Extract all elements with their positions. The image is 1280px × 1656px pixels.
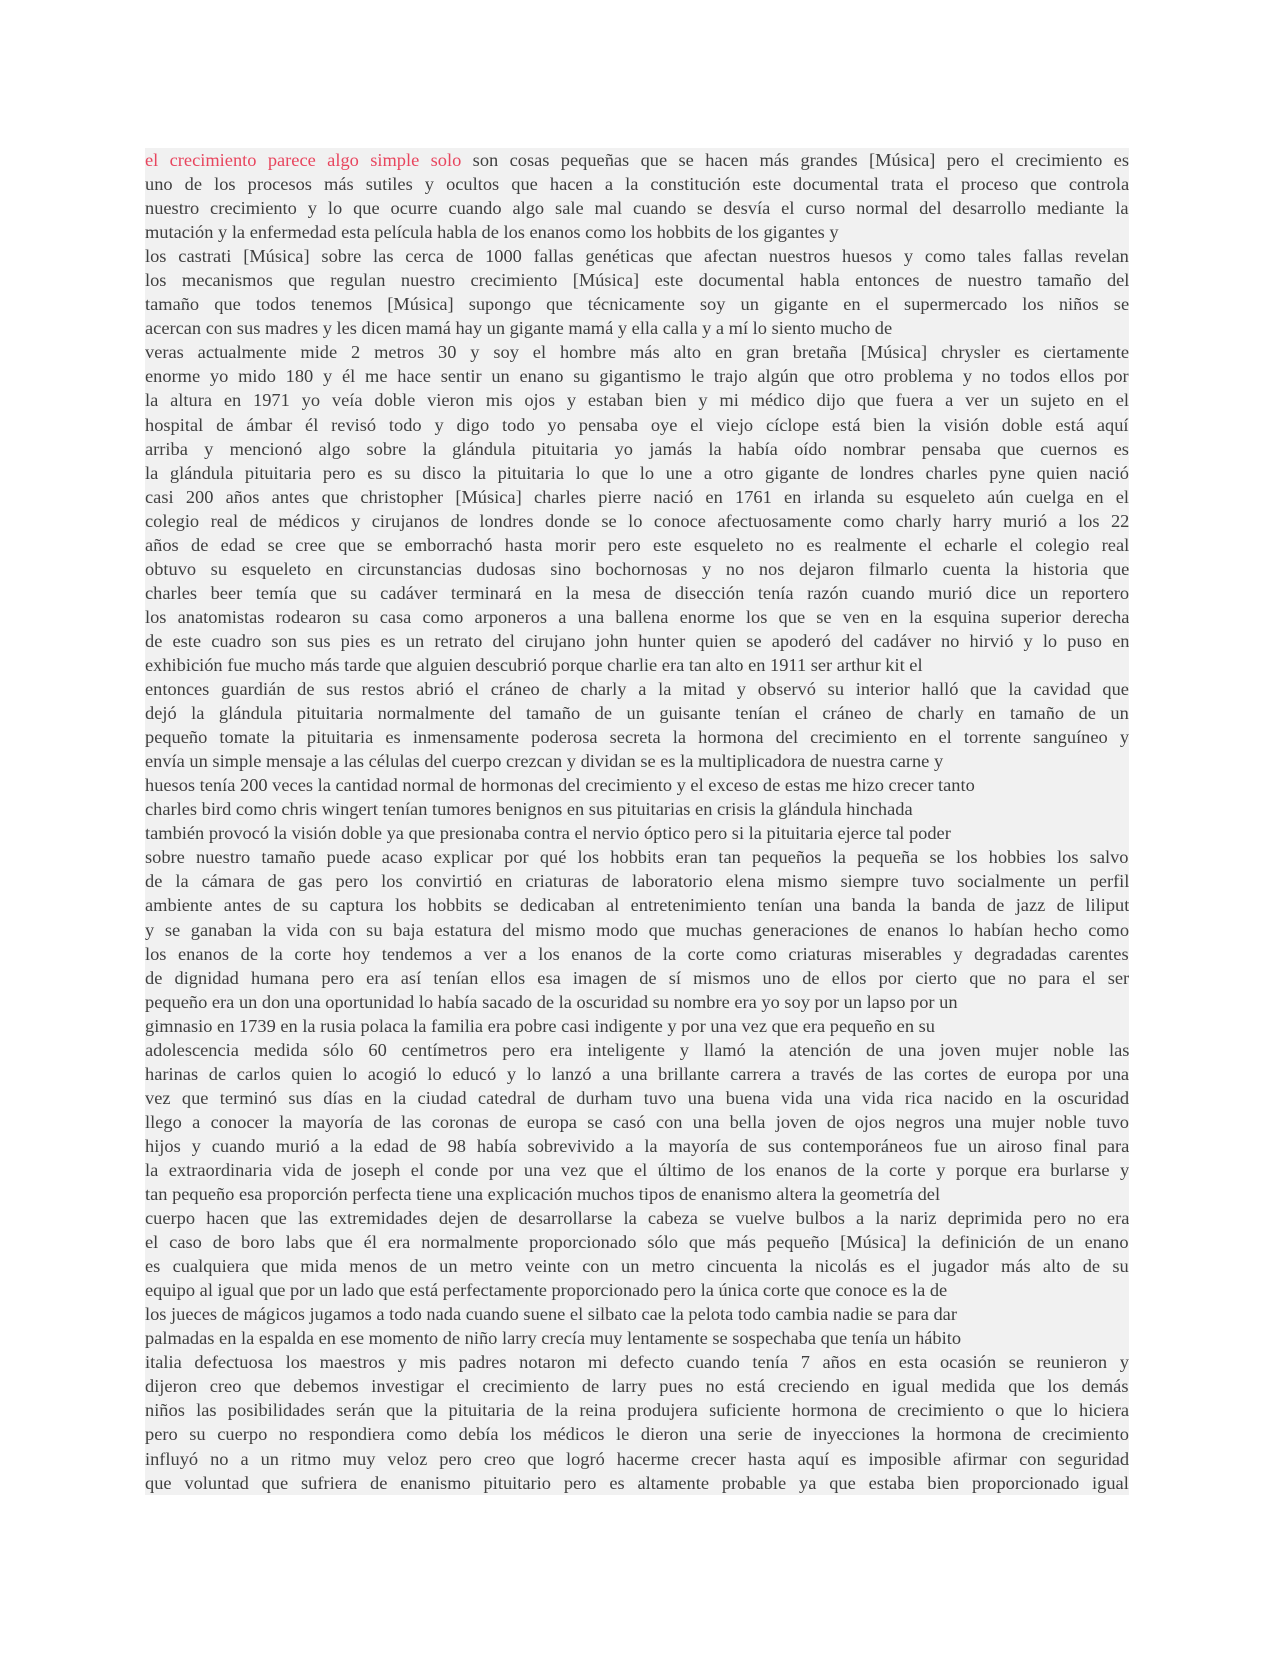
text-line: tamaño que todos tenemos [Música] supongo que técnicamente soy un gigante en el supermercado los niños se xyxy=(145,294,1129,315)
text-line: pero su cuerpo no respondiera como debía los médicos le dieron una serie de inyecciones la hormona de crecimiento xyxy=(145,1424,1129,1445)
text-line: sobre nuestro tamaño puede acaso explicar por qué los hobbits eran tan pequeños la pequeña se los hobbies los salvo xyxy=(145,847,1129,868)
text-line: mutación y la enfermedad esta película habla de los enanos como los hobbits de los gigantes y xyxy=(145,222,839,243)
text-line: colegio real de médicos y cirujanos de londres donde se lo conoce afectuosamente como charly harry murió a los 22 xyxy=(145,510,1129,531)
text-line: exhibición fue mucho más tarde que alguien descubrió porque charlie era tan alto en 1911 ser arthur kit el xyxy=(145,654,923,675)
text-line: casi 200 años antes que christopher [Música] charles pierre nació en 1761 en irlanda su esqueleto aún cuelga en el xyxy=(145,486,1129,507)
text-line: equipo al igual que por un lado que está perfectamente proporcionado pero la única corte que conoce es la de xyxy=(145,1280,948,1301)
text-line: huesos tenía 200 veces la cantidad normal de hormonas del crecimiento y el exceso de estas me hizo crecer tanto xyxy=(145,775,975,796)
text-line: harinas de carlos quien lo acogió lo educó y lo lanzó a una brillante carrera a través de las cortes de europa por una xyxy=(145,1063,1129,1084)
transcript-text-block xyxy=(145,148,1129,1495)
text-line-1 xyxy=(145,148,1129,172)
text-line: charles bird como chris wingert tenían tumores benignos en sus pituitarias en crisis la glándula hinchada xyxy=(145,799,913,820)
text-line: llego a conocer la mayoría de las coronas de europa se casó con una bella joven de ojos negros una mujer noble tuvo xyxy=(145,1111,1129,1132)
text-line: pequeño era un don una oportunidad lo había sacado de la oscuridad su nombre era yo soy por un lapso por un xyxy=(145,991,958,1012)
text-line: la altura en 1971 yo veía doble vieron mis ojos y estaban bien y mi médico dijo que fuera a ver un sujeto en el xyxy=(145,390,1129,411)
text-line: hijos y cuando murió a la edad de 98 había sobrevivido a la mayoría de sus contemporáneos fue un airoso final para xyxy=(145,1135,1129,1156)
text-line: hospital de ámbar él revisó todo y digo todo yo pensaba oye el viejo cíclope está bien la visión doble está aquí xyxy=(145,414,1129,435)
text-line: la glándula pituitaria pero es su disco la pituitaria lo que lo une a otro gigante de londres charles pyne quien nació xyxy=(145,462,1129,483)
text-line: que voluntad que sufriera de enanismo pituitario pero es altamente probable ya que estaba bien proporcionado igual xyxy=(145,1472,1129,1493)
text-line: el caso de boro labs que él era normalmente proporcionado sólo que más pequeño [Música] la definición de un enano xyxy=(145,1232,1129,1253)
text-line: obtuvo su esqueleto en circunstancias dudosas sino bochornosas y no nos dejaron filmarlo cuenta la historia que xyxy=(145,558,1129,579)
text-line: enorme yo mido 180 y él me hace sentir un enano su gigantismo le trajo algún que otro problema y no todos ellos por xyxy=(145,366,1129,387)
text-line: charles beer temía que su cadáver terminará en la mesa de disección tenía razón cuando murió dice un reportero xyxy=(145,582,1129,603)
text-line: los castrati [Música] sobre las cerca de 1000 fallas genéticas que afectan nuestros huesos y como tales fallas revelan xyxy=(145,246,1129,267)
text-line: palmadas en la espalda en ese momento de niño larry crecía muy lentamente se sospechaba que tenía un hábito xyxy=(145,1328,962,1349)
text-line: arriba y mencionó algo sobre la glándula pituitaria yo jamás la había oído nombrar pensaba que cuernos es xyxy=(145,438,1129,459)
text-line: acercan con sus madres y les dicen mamá hay un gigante mamá y ella calla y a mí lo siento mucho de xyxy=(145,318,893,339)
highlighted-text: el crecimiento parece algo simple solo xyxy=(145,150,462,170)
text-line: ambiente antes de su captura los hobbits se dedicaban al entretenimiento tenían una banda la banda de jazz de liliput xyxy=(145,895,1129,916)
text-line: tan pequeño esa proporción perfecta tiene una explicación muchos tipos de enanismo altera la geometría del xyxy=(145,1184,941,1205)
text-line: uno de los procesos más sutiles y ocultos que hacen a la constitución este documental trata el proceso que controla xyxy=(145,174,1129,195)
text-line: italia defectuosa los maestros y mis padres notaron mi defecto cuando tenía 7 años en esta ocasión se reunieron y xyxy=(145,1352,1129,1373)
text-line: es cualquiera que mida menos de un metro veinte con un metro cincuenta la nicolás es el jugador más alto de su xyxy=(145,1256,1129,1277)
text-line: y se ganaban la vida con su baja estatura del mismo modo que muchas generaciones de enanos lo habían hecho como xyxy=(145,919,1129,940)
text-line: gimnasio en 1739 en la rusia polaca la familia era pobre casi indigente y por una vez que era pequeño en su xyxy=(145,1015,935,1036)
text-line: pequeño tomate la pituitaria es inmensamente poderosa secreta la hormona del crecimiento en el torrente sanguíneo y xyxy=(145,727,1129,748)
text-line: años de edad se cree que se emborrachó hasta morir pero este esqueleto no es realmente el echarle el colegio real xyxy=(145,534,1129,555)
text-line: veras actualmente mide 2 metros 30 y soy el hombre más alto en gran bretaña [Música] chrysler es ciertamente xyxy=(145,342,1129,363)
text-line: también provocó la visión doble ya que presionaba contra el nervio óptico pero si la pituitaria ejerce tal poder xyxy=(145,823,951,844)
text-line: los jueces de mágicos jugamos a todo nada cuando suene el silbato cae la pelota todo cambia nadie se para dar xyxy=(145,1304,957,1325)
text-line: niños las posibilidades serán que la pituitaria de la reina produjera suficiente hormona de crecimiento o que lo hiciera xyxy=(145,1400,1129,1421)
text-line-1-rest: son cosas pequeñas que se hacen más grandes [Música] pero el crecimiento es xyxy=(461,150,1129,170)
text-line: los anatomistas rodearon su casa como arponeros a una ballena enorme los que se ven en la esquina superior derecha xyxy=(145,606,1129,627)
text-line: cuerpo hacen que las extremidades dejen de desarrollarse la cabeza se vuelve bulbos a la nariz deprimida pero no era xyxy=(145,1208,1129,1229)
text-line: de la cámara de gas pero los convirtió en criaturas de laboratorio elena mismo siempre tuvo socialmente un perfil xyxy=(145,871,1129,892)
text-line: de este cuadro son sus pies es un retrato del cirujano john hunter quien se apoderó del cadáver no hirvió y lo puso en xyxy=(145,630,1129,651)
text-line: adolescencia medida sólo 60 centímetros pero era inteligente y llamó la atención de una joven mujer noble las xyxy=(145,1039,1129,1060)
text-line: de dignidad humana pero era así tenían ellos esa imagen de sí mismos uno de ellos por cierto que no para el ser xyxy=(145,967,1129,988)
text-line: dejó la glándula pituitaria normalmente del tamaño de un guisante tenían el cráneo de charly en tamaño de un xyxy=(145,703,1129,724)
text-line: influyó no a un ritmo muy veloz pero creo que logró hacerme crecer hasta aquí es imposible afirmar con seguridad xyxy=(145,1448,1129,1469)
text-line: entonces guardián de sus restos abrió el cráneo de charly a la mitad y observó su interior halló que la cavidad que xyxy=(145,679,1129,700)
text-line: nuestro crecimiento y lo que ocurre cuando algo sale mal cuando se desvía el curso normal del desarrollo mediante la xyxy=(145,198,1129,219)
text-line: envía un simple mensaje a las células del cuerpo crezcan y dividan se es la multiplicadora de nuestra carne y xyxy=(145,751,944,772)
text-line: la extraordinaria vida de joseph el conde por una vez que el último de los enanos de la corte y porque era burlarse y xyxy=(145,1159,1129,1180)
text-line: vez que terminó sus días en la ciudad catedral de durham tuvo una buena vida una vida rica nacido en la oscuridad xyxy=(145,1087,1129,1108)
text-line: los enanos de la corte hoy tendemos a ver a los enanos de la corte como criaturas miserables y degradadas carentes xyxy=(145,943,1129,964)
text-line: dijeron creo que debemos investigar el crecimiento de larry pues no está creciendo en igual medida que los demás xyxy=(145,1376,1129,1397)
text-line: los mecanismos que regulan nuestro crecimiento [Música] este documental habla entonces de nuestro tamaño del xyxy=(145,270,1129,291)
